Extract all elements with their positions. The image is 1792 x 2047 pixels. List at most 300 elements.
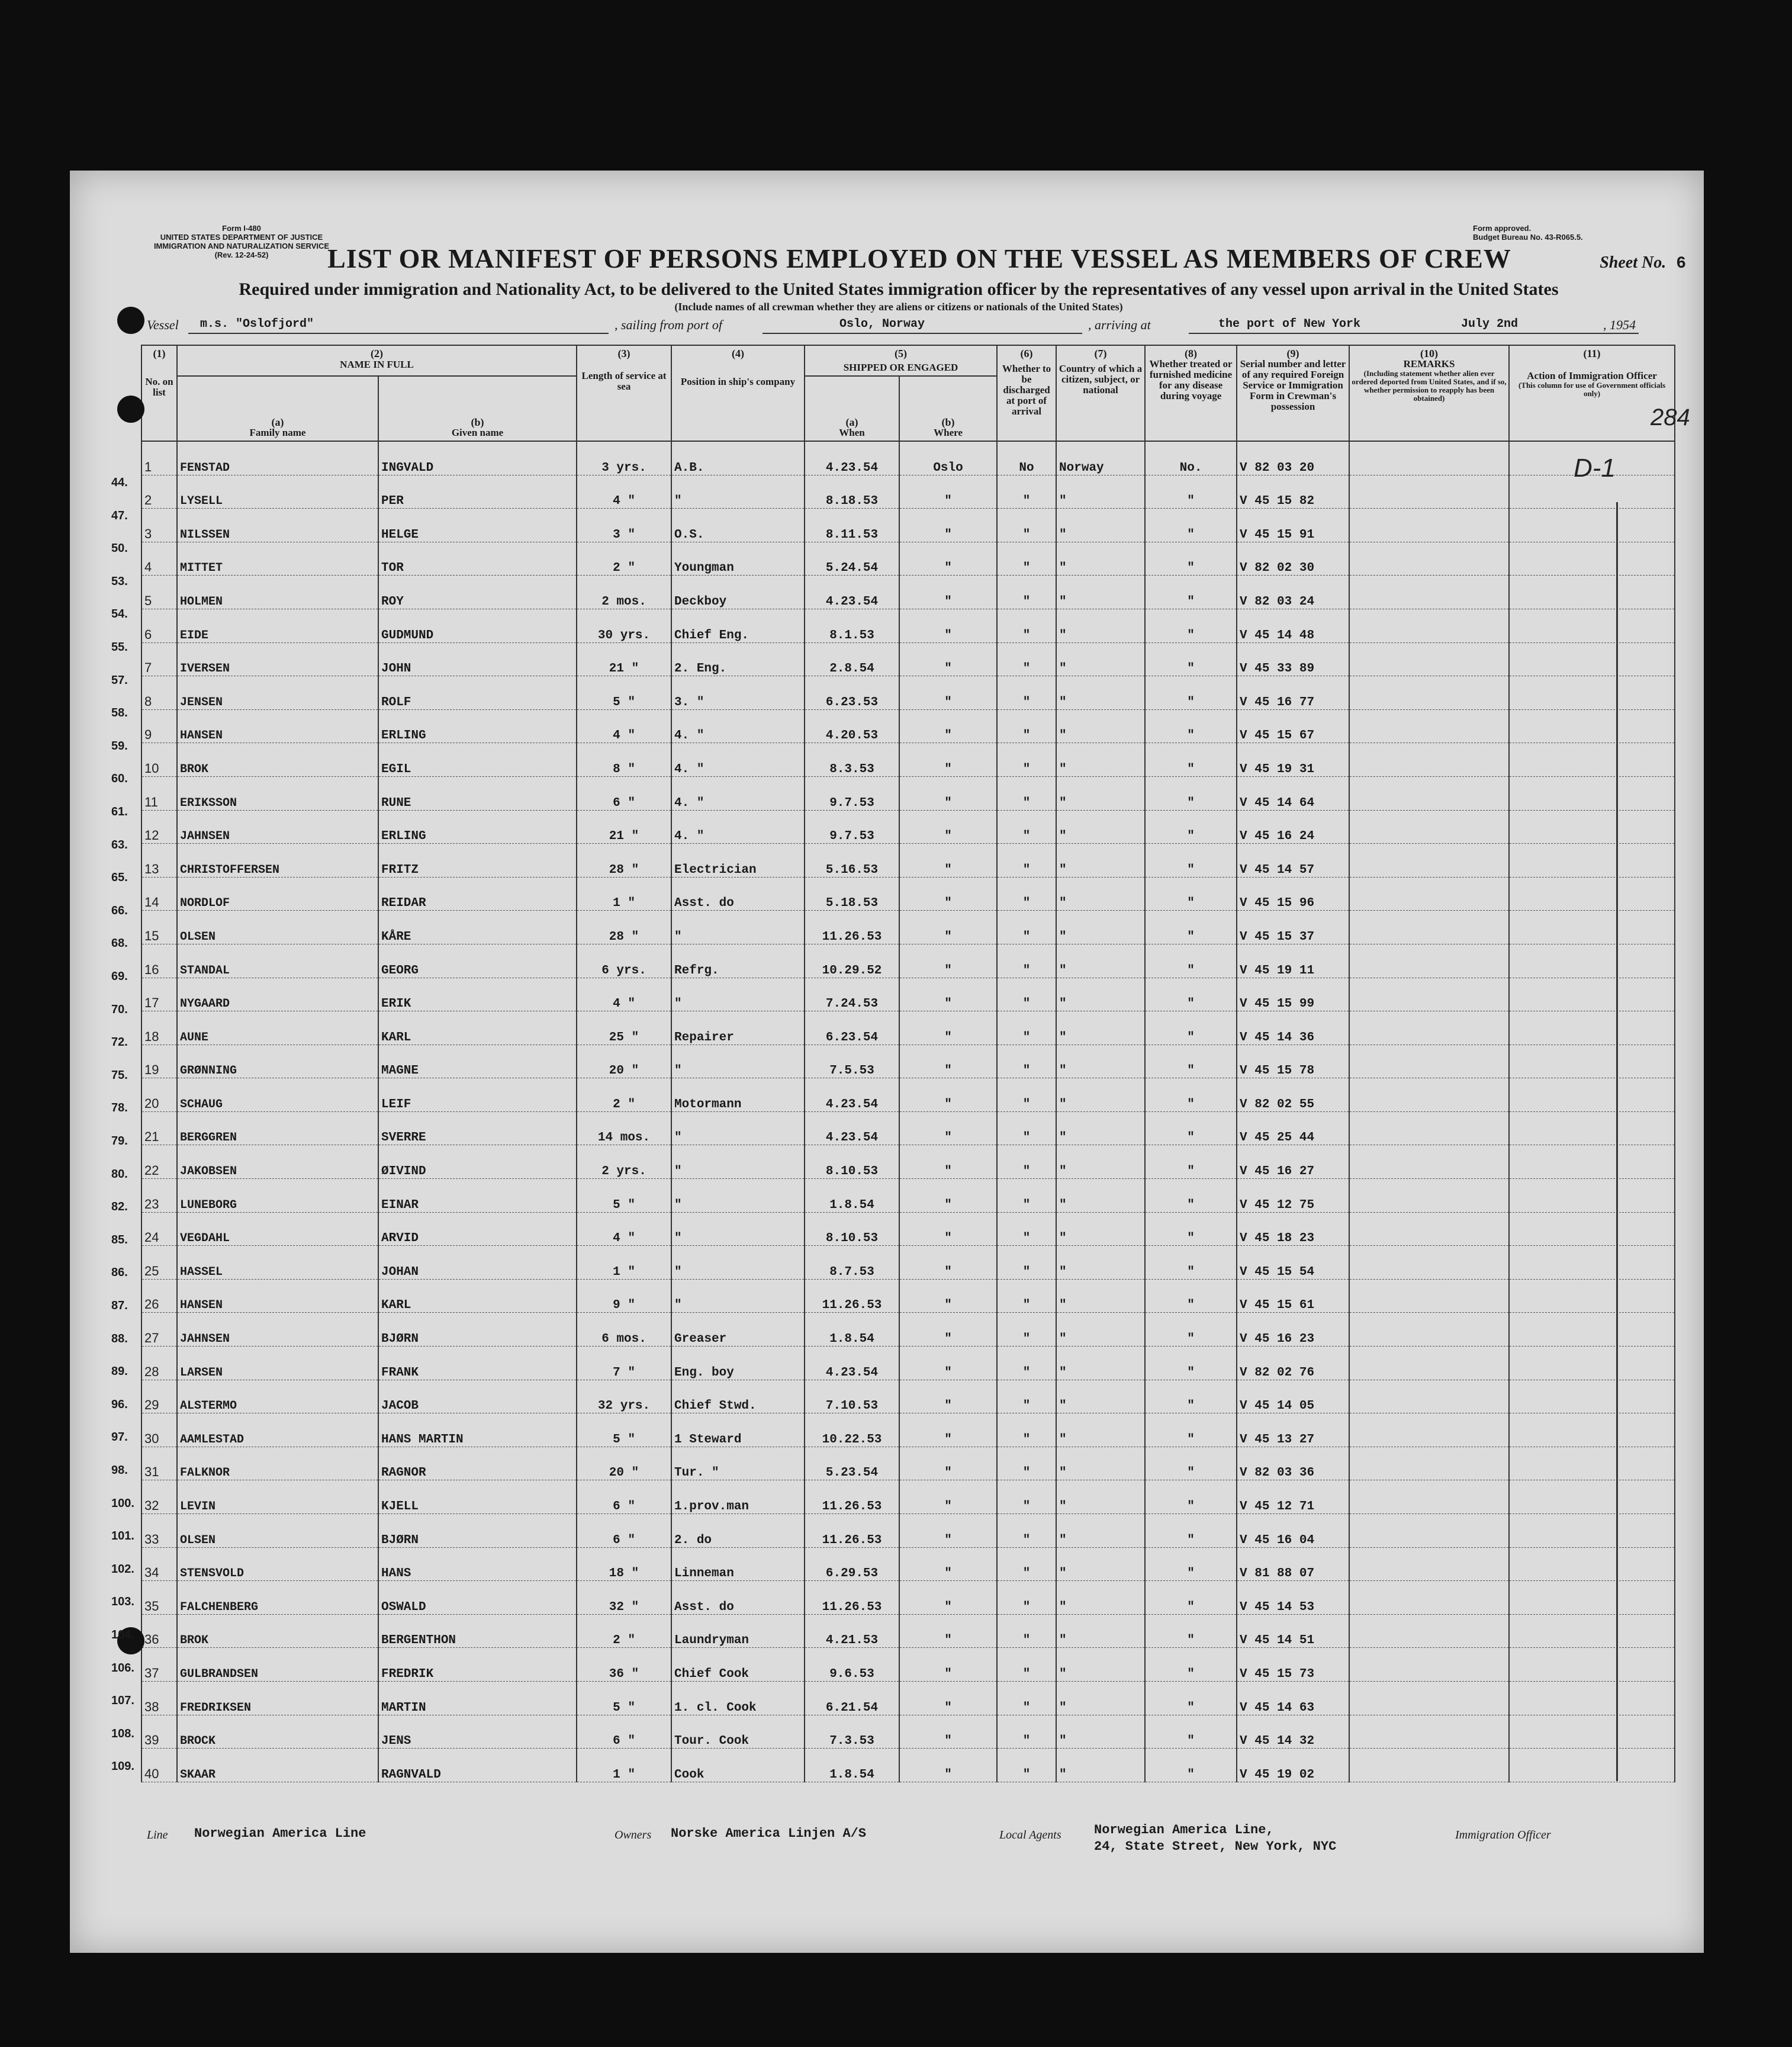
cell-serial: V 45 15 96 (1237, 877, 1349, 911)
cell-service-length: 4 " (577, 978, 671, 1011)
margin-list-number: 109. (111, 1760, 134, 1773)
cell-shipped-where: " (899, 542, 997, 576)
row-list-number: 13 (144, 861, 159, 876)
cell-family-name: IVERSEN (177, 642, 378, 676)
col-no-header: (1) No. on list (141, 345, 177, 441)
owners-label: Owners (615, 1829, 652, 1842)
cell-position: 1 Steward (671, 1413, 805, 1447)
row-list-number: 9 (144, 727, 152, 743)
cell-line-number (141, 978, 177, 1011)
page-subtitle: Required under immigration and Nationality Act, to be delivered to the United States immigration officer by the representatives of any vessel upon arrival in the United States (239, 279, 1559, 299)
cell-country: " (1056, 1011, 1145, 1045)
row-list-number: 24 (144, 1230, 159, 1245)
cell-shipped-where: " (899, 709, 997, 743)
cell-treated: " (1145, 944, 1237, 978)
cell-remarks (1349, 1581, 1509, 1615)
row-list-number: 22 (144, 1163, 159, 1178)
cell-officer-action (1509, 1212, 1675, 1246)
table-row (141, 844, 1675, 878)
cell-shipped-where: " (899, 810, 997, 844)
cell-serial: V 45 14 64 (1237, 776, 1349, 810)
margin-list-number: 97. (111, 1431, 128, 1444)
cell-family-name: OLSEN (177, 911, 378, 944)
sailing-label: , sailing from port of (615, 317, 722, 332)
cell-country: " (1056, 676, 1145, 710)
table-row (141, 1614, 1675, 1648)
cell-country: " (1056, 1749, 1145, 1782)
cell-service-length: 6 " (577, 1514, 671, 1548)
cell-given-name: ERIK (378, 978, 577, 1011)
cell-given-name: JOHN (378, 642, 577, 676)
form-approved: Form approved. (1473, 224, 1532, 233)
table-row (141, 1347, 1675, 1380)
cell-service-length: 3 yrs. (577, 441, 671, 475)
cell-country: " (1056, 877, 1145, 911)
cell-remarks (1349, 844, 1509, 878)
row-list-number: 37 (144, 1665, 159, 1680)
cell-line-number (141, 1514, 177, 1548)
cell-country: " (1056, 609, 1145, 642)
cell-officer-action (1509, 1078, 1675, 1112)
row-list-number: 7 (144, 660, 152, 676)
table-row (141, 1145, 1675, 1179)
cell-line-number (141, 810, 177, 844)
cell-officer-action (1509, 1749, 1675, 1782)
cell-position: 2. Eng. (671, 642, 805, 676)
cell-discharge: " (997, 1313, 1056, 1347)
table-row (141, 576, 1675, 609)
margin-list-number: 104. (111, 1628, 134, 1641)
cell-remarks (1349, 1614, 1509, 1648)
cell-serial: V 45 19 02 (1237, 1749, 1349, 1782)
cell-shipped-where: " (899, 1313, 997, 1347)
col-name-header: (2) NAME IN FULL (177, 345, 577, 376)
cell-treated: " (1145, 1581, 1237, 1615)
col-when-header: (a) When (805, 376, 899, 441)
cell-service-length: 8 " (577, 743, 671, 777)
cell-remarks (1349, 1715, 1509, 1749)
cell-position: Electrician (671, 844, 805, 878)
arriving-label: , arriving at (1088, 317, 1151, 332)
cell-remarks (1349, 642, 1509, 676)
cell-service-length: 1 " (577, 1246, 671, 1280)
cell-discharge: No (997, 441, 1056, 475)
cell-position: " (671, 1212, 805, 1246)
cell-shipped-when: 11.26.53 (805, 1581, 899, 1615)
col-action-header: (11) Action of Immigration Officer (This column for use of Government officials only) (1509, 345, 1675, 441)
col-family-header: (a) Family name (177, 376, 378, 441)
cell-remarks (1349, 509, 1509, 542)
cell-country: " (1056, 1413, 1145, 1447)
cell-remarks (1349, 911, 1509, 944)
cell-given-name: MAGNE (378, 1045, 577, 1078)
table-row (141, 441, 1675, 475)
cell-shipped-where: " (899, 1011, 997, 1045)
margin-list-number: 68. (111, 937, 128, 950)
cell-shipped-where: " (899, 944, 997, 978)
table-row (141, 1514, 1675, 1548)
cell-position: 1.prov.man (671, 1480, 805, 1514)
cell-position: Chief Eng. (671, 609, 805, 642)
cell-family-name: LEVIN (177, 1480, 378, 1514)
margin-list-number: 87. (111, 1299, 128, 1312)
cell-family-name: JAHNSEN (177, 1313, 378, 1347)
cell-family-name: STENSVOLD (177, 1547, 378, 1581)
cell-shipped-where: " (899, 1447, 997, 1480)
cell-shipped-when: 8.10.53 (805, 1212, 899, 1246)
cell-remarks (1349, 877, 1509, 911)
cell-service-length: 28 " (577, 911, 671, 944)
cell-remarks (1349, 1681, 1509, 1715)
cell-shipped-when: 7.10.53 (805, 1380, 899, 1413)
cell-line-number (141, 509, 177, 542)
cell-line-number (141, 1547, 177, 1581)
cell-discharge: " (997, 1111, 1056, 1145)
col-remarks-header: (10) REMARKS (Including statement whether alien ever ordered deported from United States, and if so, whether permission to reapply has been obtained) (1349, 345, 1509, 441)
cell-treated: " (1145, 1145, 1237, 1179)
row-list-number: 34 (144, 1565, 159, 1580)
cell-country: " (1056, 576, 1145, 609)
cell-serial: V 82 03 20 (1237, 441, 1349, 475)
department: UNITED STATES DEPARTMENT OF JUSTICE (160, 233, 323, 242)
cell-given-name: LEIF (378, 1078, 577, 1112)
cell-remarks (1349, 1347, 1509, 1380)
cell-country: " (1056, 1648, 1145, 1682)
cell-serial: V 45 14 48 (1237, 609, 1349, 642)
cell-position: Asst. do (671, 877, 805, 911)
cell-shipped-when: 7.24.53 (805, 978, 899, 1011)
cell-line-number (141, 1380, 177, 1413)
col-given-header: (b) Given name (378, 376, 577, 441)
cell-family-name: HANSEN (177, 709, 378, 743)
cell-line-number (141, 1480, 177, 1514)
cell-remarks (1349, 978, 1509, 1011)
row-list-number: 18 (144, 1029, 159, 1044)
cell-position: Motormann (671, 1078, 805, 1112)
cell-shipped-where: " (899, 642, 997, 676)
margin-list-number: 106. (111, 1661, 134, 1675)
cell-serial: V 82 03 24 (1237, 576, 1349, 609)
table-row (141, 1380, 1675, 1413)
cell-line-number (141, 1447, 177, 1480)
cell-discharge: " (997, 642, 1056, 676)
cell-treated: " (1145, 1648, 1237, 1682)
cell-position: Laundryman (671, 1614, 805, 1648)
cell-given-name: REIDAR (378, 877, 577, 911)
table-row (141, 609, 1675, 642)
cell-position: Chief Stwd. (671, 1380, 805, 1413)
cell-line-number (141, 844, 177, 878)
cell-shipped-where: " (899, 1514, 997, 1548)
cell-discharge: " (997, 1347, 1056, 1380)
cell-remarks (1349, 1011, 1509, 1045)
col-service-header: (3) Length of service at sea (577, 345, 671, 441)
margin-list-number: 79. (111, 1135, 128, 1148)
cell-given-name: MARTIN (378, 1681, 577, 1715)
cell-discharge: " (997, 1413, 1056, 1447)
cell-given-name: BJØRN (378, 1514, 577, 1548)
agents-label: Local Agents (999, 1829, 1061, 1842)
table-row (141, 1681, 1675, 1715)
cell-officer-action (1509, 1246, 1675, 1280)
margin-list-number: 78. (111, 1101, 128, 1115)
cell-line-number (141, 1279, 177, 1313)
cell-position: 4. " (671, 709, 805, 743)
cell-given-name: JENS (378, 1715, 577, 1749)
cell-service-length: 6 mos. (577, 1313, 671, 1347)
cell-treated: " (1145, 1447, 1237, 1480)
cell-position: Tour. Cook (671, 1715, 805, 1749)
cell-shipped-where: " (899, 1145, 997, 1179)
margin-list-number: 102. (111, 1562, 134, 1576)
margin-list-number: 47. (111, 509, 128, 522)
cell-family-name: FALCHENBERG (177, 1581, 378, 1615)
row-list-number: 5 (144, 593, 152, 608)
punch-hole (117, 307, 144, 334)
cell-officer-action (1509, 1313, 1675, 1347)
cell-remarks (1349, 1179, 1509, 1213)
cell-treated: " (1145, 1681, 1237, 1715)
cell-position: " (671, 1279, 805, 1313)
cell-position: Chief Cook (671, 1648, 805, 1682)
cell-remarks (1349, 542, 1509, 576)
cell-remarks (1349, 1447, 1509, 1480)
cell-officer-action (1509, 1347, 1675, 1380)
cell-shipped-when: 9.7.53 (805, 776, 899, 810)
cell-shipped-where: " (899, 609, 997, 642)
cell-treated: " (1145, 810, 1237, 844)
cell-officer-action (1509, 542, 1675, 576)
cell-remarks (1349, 1313, 1509, 1347)
table-row (141, 877, 1675, 911)
cell-country: " (1056, 743, 1145, 777)
row-list-number: 31 (144, 1464, 159, 1480)
cell-service-length: 3 " (577, 509, 671, 542)
margin-list-number: 75. (111, 1068, 128, 1082)
margin-list-number: 53. (111, 574, 128, 588)
cell-service-length: 18 " (577, 1547, 671, 1581)
cell-line-number (141, 642, 177, 676)
cell-serial: V 45 16 24 (1237, 810, 1349, 844)
cell-family-name: BROK (177, 743, 378, 777)
cell-shipped-when: 4.23.54 (805, 1111, 899, 1145)
row-list-number: 29 (144, 1397, 159, 1413)
cell-position: " (671, 1246, 805, 1280)
cell-shipped-when: 8.18.53 (805, 475, 899, 509)
cell-given-name: HANS MARTIN (378, 1413, 577, 1447)
cell-discharge: " (997, 1078, 1056, 1112)
cell-shipped-where: " (899, 1111, 997, 1145)
cell-treated: " (1145, 509, 1237, 542)
margin-list-number: 72. (111, 1036, 128, 1049)
cell-serial: V 82 02 30 (1237, 542, 1349, 576)
cell-shipped-when: 6.21.54 (805, 1681, 899, 1715)
cell-treated: " (1145, 1749, 1237, 1782)
cell-shipped-when: 4.21.53 (805, 1614, 899, 1648)
cell-serial: V 45 14 63 (1237, 1681, 1349, 1715)
cell-service-length: 36 " (577, 1648, 671, 1682)
cell-shipped-when: 5.16.53 (805, 844, 899, 878)
cell-serial: V 45 16 27 (1237, 1145, 1349, 1179)
cell-discharge: " (997, 810, 1056, 844)
cell-discharge: " (997, 1045, 1056, 1078)
cell-family-name: ALSTERMO (177, 1380, 378, 1413)
cell-shipped-when: 6.23.53 (805, 676, 899, 710)
row-list-number: 28 (144, 1364, 159, 1379)
cell-family-name: FALKNOR (177, 1447, 378, 1480)
page-number-mark: 284 (1651, 404, 1690, 430)
cell-service-length: 4 " (577, 1212, 671, 1246)
cell-officer-action (1509, 1179, 1675, 1213)
margin-list-number: 57. (111, 673, 128, 687)
cell-serial: V 81 88 07 (1237, 1547, 1349, 1581)
margin-list-number: 61. (111, 805, 128, 818)
cell-country: " (1056, 709, 1145, 743)
cell-officer-action (1509, 1715, 1675, 1749)
table-row (141, 1279, 1675, 1313)
cell-family-name: GULBRANDSEN (177, 1648, 378, 1682)
cell-family-name: FENSTAD (177, 441, 378, 475)
row-list-number: 27 (144, 1331, 159, 1346)
row-list-number: 25 (144, 1263, 159, 1278)
cell-family-name: HANSEN (177, 1279, 378, 1313)
cell-shipped-when: 9.7.53 (805, 810, 899, 844)
row-list-number: 2 (144, 493, 152, 508)
cell-officer-action (1509, 676, 1675, 710)
cell-given-name: GEORG (378, 944, 577, 978)
punch-hole (117, 396, 144, 423)
cell-officer-action (1509, 1145, 1675, 1179)
cell-discharge: " (997, 609, 1056, 642)
cell-family-name: BROCK (177, 1715, 378, 1749)
cell-discharge: " (997, 475, 1056, 509)
cell-serial: V 45 15 82 (1237, 475, 1349, 509)
cell-shipped-where: " (899, 844, 997, 878)
cell-service-length: 32 " (577, 1581, 671, 1615)
cell-shipped-where: " (899, 877, 997, 911)
form-approval-block (1473, 224, 1686, 242)
cell-treated: " (1145, 642, 1237, 676)
vessel-line (147, 311, 1674, 335)
cell-line-number (141, 1715, 177, 1749)
cell-position: O.S. (671, 509, 805, 542)
col-serial-header: (9) Serial number and letter of any required Foreign Service or Immigration Form in Crewman's possession (1237, 345, 1349, 441)
cell-remarks (1349, 609, 1509, 642)
cell-serial: V 45 15 78 (1237, 1045, 1349, 1078)
table-row (141, 475, 1675, 509)
cell-shipped-when: 4.20.53 (805, 709, 899, 743)
cell-discharge: " (997, 1681, 1056, 1715)
cell-officer-action (1509, 944, 1675, 978)
cell-family-name: JAKOBSEN (177, 1145, 378, 1179)
service: IMMIGRATION AND NATURALIZATION SERVICE (153, 242, 330, 250)
cell-position: Deckboy (671, 576, 805, 609)
cell-shipped-where: Oslo (899, 441, 997, 475)
cell-service-length: 6 " (577, 1480, 671, 1514)
cell-family-name: OLSEN (177, 1514, 378, 1548)
crew-table (141, 345, 1675, 1782)
cell-position: " (671, 1111, 805, 1145)
cell-given-name: KÅRE (378, 911, 577, 944)
table-row (141, 1045, 1675, 1078)
cell-discharge: " (997, 1715, 1056, 1749)
margin-list-number: 103. (111, 1595, 134, 1609)
arrival-year: , 1954 (1603, 317, 1636, 332)
cell-remarks (1349, 1145, 1509, 1179)
cell-service-length: 6 " (577, 1715, 671, 1749)
cell-position: " (671, 978, 805, 1011)
cell-line-number (141, 676, 177, 710)
officer-label: Immigration Officer (1455, 1829, 1551, 1842)
cell-family-name: LARSEN (177, 1347, 378, 1380)
cell-service-length: 2 " (577, 1078, 671, 1112)
cell-serial: V 45 14 51 (1237, 1614, 1349, 1648)
row-list-number: 17 (144, 995, 159, 1011)
cell-country: " (1056, 911, 1145, 944)
cell-line-number (141, 1045, 177, 1078)
cell-line-number (141, 776, 177, 810)
cell-service-length: 28 " (577, 844, 671, 878)
cell-family-name: AAMLESTAD (177, 1413, 378, 1447)
cell-family-name: BERGGREN (177, 1111, 378, 1145)
cell-serial: V 45 16 23 (1237, 1313, 1349, 1347)
cell-service-length: 4 " (577, 475, 671, 509)
cell-country: " (1056, 509, 1145, 542)
cell-shipped-where: " (899, 1480, 997, 1514)
row-list-number: 16 (144, 962, 159, 977)
cell-officer-action (1509, 1581, 1675, 1615)
margin-list-number: 59. (111, 739, 128, 753)
cell-officer-action (1509, 1614, 1675, 1648)
cell-remarks (1349, 1749, 1509, 1782)
table-row (141, 709, 1675, 743)
cell-line-number (141, 576, 177, 609)
cell-family-name: STANDAL (177, 944, 378, 978)
cell-country: " (1056, 1078, 1145, 1112)
cell-remarks (1349, 709, 1509, 743)
cell-country: " (1056, 642, 1145, 676)
cell-service-length: 9 " (577, 1279, 671, 1313)
row-list-number: 4 (144, 560, 152, 575)
budget-bureau: Budget Bureau No. 43-R065.5. (1473, 233, 1583, 242)
cell-shipped-where: " (899, 475, 997, 509)
cell-serial: V 45 14 05 (1237, 1380, 1349, 1413)
cell-shipped-where: " (899, 1413, 997, 1447)
cell-discharge: " (997, 1547, 1056, 1581)
cell-country: " (1056, 944, 1145, 978)
cell-given-name: ARVID (378, 1212, 577, 1246)
cell-country: " (1056, 844, 1145, 878)
cell-country: Norway (1056, 441, 1145, 475)
cell-serial: V 45 15 61 (1237, 1279, 1349, 1313)
cell-serial: V 45 16 04 (1237, 1514, 1349, 1548)
cell-line-number (141, 1313, 177, 1347)
cell-given-name: KJELL (378, 1480, 577, 1514)
cell-family-name: LUNEBORG (177, 1179, 378, 1213)
row-list-number: 40 (144, 1766, 159, 1781)
cell-line-number (141, 1413, 177, 1447)
cell-family-name: EIDE (177, 609, 378, 642)
cell-service-length: 25 " (577, 1011, 671, 1045)
cell-remarks (1349, 1078, 1509, 1112)
cell-position: 4. " (671, 743, 805, 777)
cell-officer-action (1509, 1648, 1675, 1682)
cell-family-name: FREDRIKSEN (177, 1681, 378, 1715)
cell-family-name: LYSELL (177, 475, 378, 509)
cell-position: " (671, 1179, 805, 1213)
cell-position: Repairer (671, 1011, 805, 1045)
row-list-number: 14 (144, 895, 159, 910)
